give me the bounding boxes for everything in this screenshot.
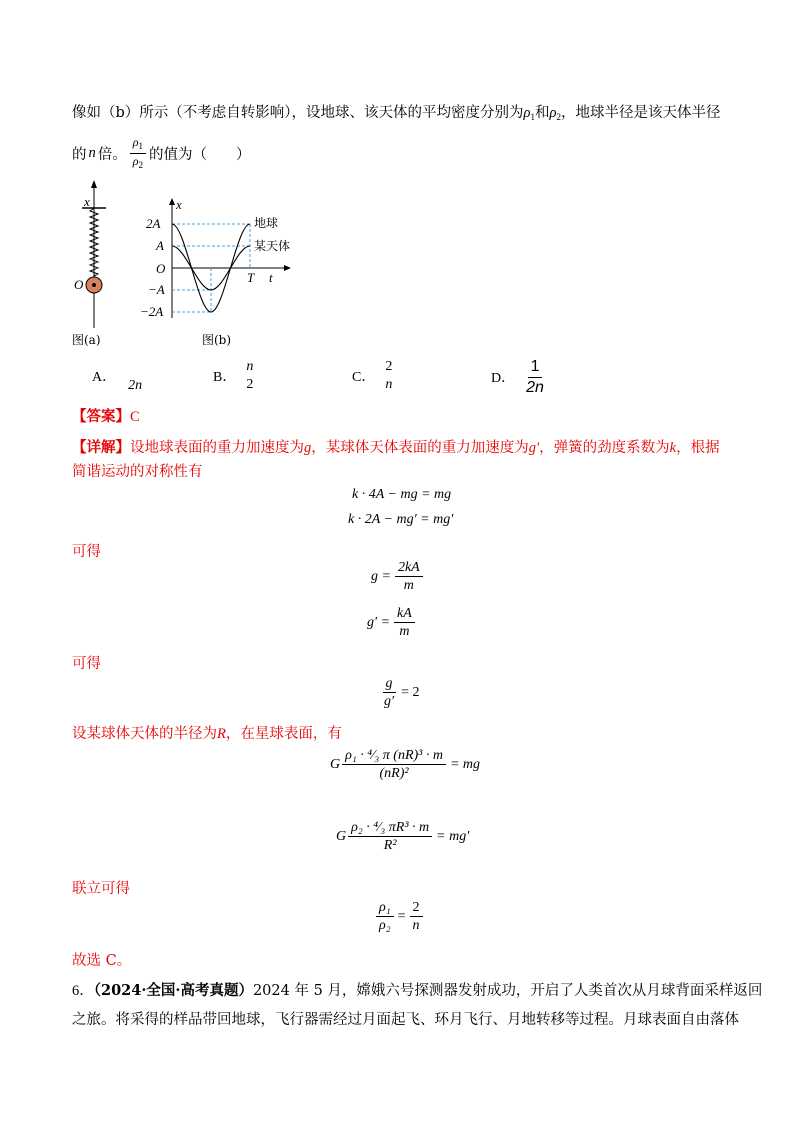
ball-center [92, 283, 96, 287]
k-symbol: k [669, 440, 677, 456]
answer-line [72, 405, 140, 426]
option-A [92, 366, 142, 394]
equation-1: k · 4A − mg = mg [352, 487, 452, 502]
option-fraction [385, 358, 392, 393]
tick-A: A [156, 238, 164, 253]
numerator: 1 [528, 358, 543, 378]
denominator: 2 [246, 376, 254, 392]
numerator: 2kA [395, 560, 423, 577]
numerator: 2 [410, 900, 423, 917]
fraction [395, 560, 423, 594]
option-D [491, 358, 547, 396]
equation-7 [336, 820, 469, 854]
spring-x-label: x [84, 194, 90, 209]
equation-6 [330, 748, 480, 782]
question-6-line-2: 之旅。将采得的样品带回地球，飞行器需经过月面起飞、环月飞行、月地转移等过程。月球表面自由落体 [72, 1012, 739, 1028]
denominator: n [385, 376, 393, 392]
rho-symbol: ρ [523, 105, 531, 121]
option-value: 2n [128, 378, 143, 393]
detail-line-1 [72, 436, 720, 457]
fraction [410, 900, 423, 934]
subscript: 1 [138, 141, 144, 151]
intro-and: 和 [535, 105, 550, 121]
numerator: 2 [385, 359, 393, 374]
g-symbol: g [304, 440, 312, 456]
G-symbol: G [336, 828, 347, 844]
axis-x-label: x [176, 197, 182, 212]
option-label: D． [491, 371, 516, 387]
figure [60, 178, 320, 350]
kede-2: 可得 [72, 656, 101, 672]
spring-diagram [74, 180, 106, 328]
detail-text: ，在星球表面，有 [225, 726, 342, 742]
option-label: B． [213, 369, 237, 385]
intro-line-1 [72, 101, 720, 122]
option-label: A． [92, 370, 117, 385]
lhs: g = [371, 568, 391, 584]
option-fraction [523, 358, 547, 396]
numerator: n [246, 359, 254, 374]
detail-line-2: 简谐运动的对称性有 [72, 464, 203, 480]
equals: = [397, 908, 406, 924]
denominator: m [403, 578, 414, 594]
sine-graph [140, 197, 291, 319]
rhs: = mg′ [436, 828, 470, 844]
question-source: （2024·全国·高考真题） [93, 982, 253, 999]
radius-line [72, 722, 342, 743]
rho-symbol: ρ [132, 153, 139, 168]
intro-tail: ，地球半径是该天体半径 [560, 105, 721, 121]
intro-line-2 [72, 136, 251, 171]
rho-ratio-fraction [130, 136, 146, 171]
numerator: ρ₁ [376, 900, 394, 917]
numerator: kA [394, 606, 415, 623]
axis-t-label: t [269, 270, 273, 285]
option-C [352, 358, 392, 393]
detail-text: 设地球表面的重力加速度为 [130, 440, 304, 456]
n-symbol: n [88, 144, 96, 161]
question-6-line-1 [72, 979, 762, 1000]
fig-b-label: 图(b) [202, 333, 232, 347]
equation-5 [381, 676, 419, 710]
period-label: T [247, 270, 255, 285]
detail-text: ，弹簧的劲度系数为 [539, 440, 670, 456]
intro-text: 倍。 [97, 146, 127, 163]
detail-tag: 【详解】 [72, 439, 130, 456]
rho-symbol: ρ [549, 105, 557, 121]
fraction [376, 900, 394, 934]
fraction [394, 606, 415, 640]
equation-3 [371, 560, 423, 594]
lhs: g′ = [367, 614, 391, 630]
equation-4 [367, 606, 415, 640]
intro-text: 像如（b）所示（不考虑自转影响），设地球、该天体的平均密度分别为 [72, 105, 524, 121]
numerator: ρ₁ · ⁴⁄₃ π (nR)³ · m [342, 748, 446, 765]
intro-tail: 的值为（ ） [149, 146, 251, 163]
subscript: 1 [530, 112, 535, 122]
detail-text: 设某球体天体的半径为 [72, 726, 217, 742]
numerator: g [383, 676, 396, 693]
detail-text: ，根据 [676, 440, 720, 456]
subscript: 2 [138, 159, 144, 170]
denominator: R² [383, 838, 397, 854]
rhs: = 2 [401, 684, 420, 700]
denominator: 2n [526, 378, 544, 396]
option-fraction [246, 358, 253, 393]
numerator: ρ₂ · ⁴⁄₃ πR³ · m [348, 820, 432, 837]
equation-8 [376, 900, 423, 934]
subscript: 2 [556, 112, 561, 122]
arrow-right-icon [284, 265, 291, 271]
kede-1: 可得 [72, 544, 101, 560]
arrow-up-icon [91, 180, 97, 188]
answer-value: C [130, 409, 140, 425]
denominator: n [412, 918, 420, 934]
equation-2: k · 2A − mg′ = mg′ [348, 512, 454, 527]
R-symbol: R [217, 726, 226, 742]
question-text: 2024 年 5 月，嫦娥六号探测器发射成功，开启了人类首次从月球背面采样返回 [252, 983, 763, 999]
G-symbol: G [330, 756, 341, 772]
spring-O-label: O [74, 277, 84, 292]
origin-label: O [156, 261, 166, 276]
question-number: 6． [72, 983, 94, 999]
denominator: m [399, 624, 410, 640]
denominator: (nR)² [379, 766, 409, 782]
option-label: C． [352, 369, 376, 385]
lianli-line: 联立可得 [72, 881, 130, 897]
conclusion: 故选 C。 [72, 953, 132, 969]
denominator: g′ [384, 694, 395, 710]
tick-2A: 2A [146, 216, 161, 231]
rho-symbol: ρ [132, 135, 139, 149]
arrow-up-icon [169, 198, 175, 205]
intro-text: 的 [72, 146, 87, 163]
fraction [348, 820, 432, 854]
answer-tag: 【答案】 [72, 408, 130, 425]
fraction [342, 748, 446, 782]
tick-neg2A: −2A [140, 304, 164, 319]
detail-text: ，某球体天体表面的重力加速度为 [311, 440, 529, 456]
fraction [381, 676, 397, 710]
legend-earth: 地球 [254, 216, 279, 230]
option-B [213, 358, 253, 393]
denominator: ρ₂ [379, 918, 391, 934]
fig-a-label: 图(a) [72, 333, 101, 347]
g-prime-symbol: g′ [528, 440, 540, 456]
legend-body: 某天体 [254, 239, 291, 253]
rhs: = mg [449, 756, 481, 772]
tick-negA: −A [148, 282, 165, 297]
